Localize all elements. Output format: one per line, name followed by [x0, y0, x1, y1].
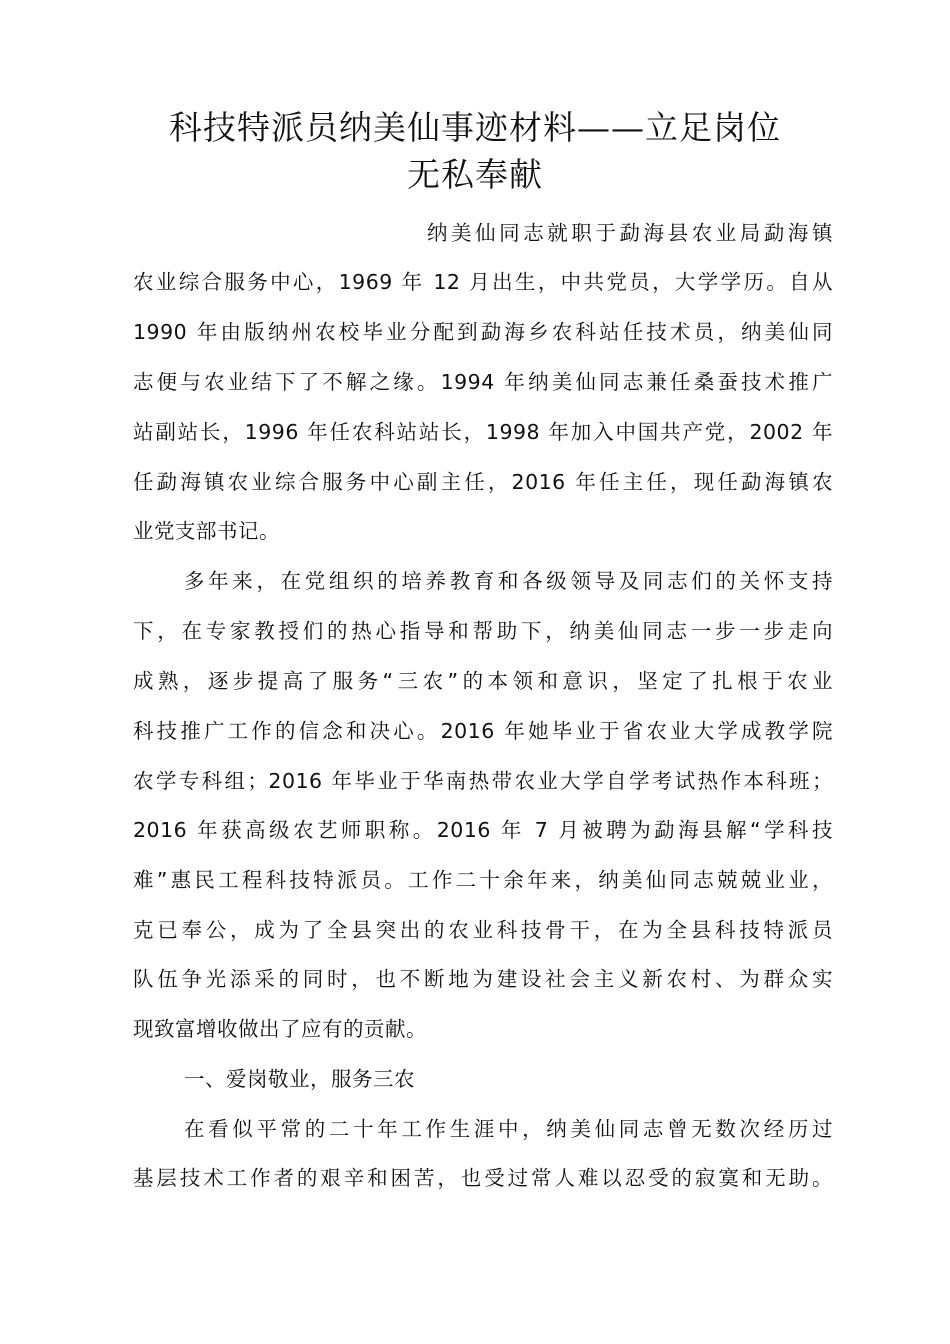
text-line-19: 在看似平常的二十年工作生涯中，纳美仙同志曾无数次经历过 — [184, 1117, 833, 1141]
text-line-17: 现致富增收做出了应有的贡献。 — [133, 1017, 427, 1041]
text-line-11: 科技推广工作的信念和决心。2016 年她毕业于省农业大学成教学院 — [133, 719, 833, 743]
text-line-13: 2016 年获高级农艺师职称。2016 年 7 月被聘为勐海县解“学科技 — [133, 818, 833, 842]
text-line-16: 队伍争光添采的同时，也不断地为建设社会主义新农村、为群众实 — [133, 967, 833, 991]
text-line-10: 成熟，逐步提高了服务“三农”的本领和意识，坚定了扎根于农业 — [133, 669, 833, 693]
text-line-5: 站副站长，1996 年任农科站站长，1998 年加入中国共产党，2002 年 — [133, 420, 833, 444]
text-line-20: 基层技术工作者的艰辛和困苦，也受过常人难以忍受的寂寞和无助。 — [133, 1166, 833, 1190]
text-line-8: 多年来，在党组织的培养教育和各级领导及同志们的关怀支持 — [184, 569, 833, 593]
text-line-7: 业党支部书记。 — [133, 519, 280, 543]
text-line-3: 1990 年由版纳州农校毕业分配到勐海乡农科站任技术员，纳美仙同 — [133, 320, 833, 344]
text-line-1: 纳美仙同志就职于勐海县农业局勐海镇 — [427, 221, 833, 245]
text-line-2: 农业综合服务中心，1969 年 12 月出生，中共党员，大学学历。自从 — [133, 270, 833, 294]
text-line-12: 农学专科组；2016 年毕业于华南热带农业大学自学考试热作本科班； — [133, 769, 833, 793]
text-line-6: 任勐海镇农业综合服务中心副主任，2016 年任主任，现任勐海镇农 — [133, 470, 833, 494]
section-heading-1: 一、爱岗敬业，服务三农 — [184, 1067, 415, 1091]
document-title-line-2: 无私奉献 — [407, 155, 543, 194]
text-line-15: 克已奉公，成为了全县突出的农业科技骨干，在为全县科技特派员 — [133, 918, 833, 942]
text-line-9: 下，在专家教授们的热心指导和帮助下，纳美仙同志一步一步走向 — [133, 619, 833, 643]
text-line-4: 志便与农业结下了不解之缘。1994 年纳美仙同志兼任桑蚕技术推广 — [133, 370, 833, 394]
text-line-14: 难”惠民工程科技特派员。工作二十余年来，纳美仙同志兢兢业业， — [133, 868, 833, 892]
document-title-line-1: 科技特派员纳美仙事迹材料——立足岗位 — [169, 108, 781, 147]
